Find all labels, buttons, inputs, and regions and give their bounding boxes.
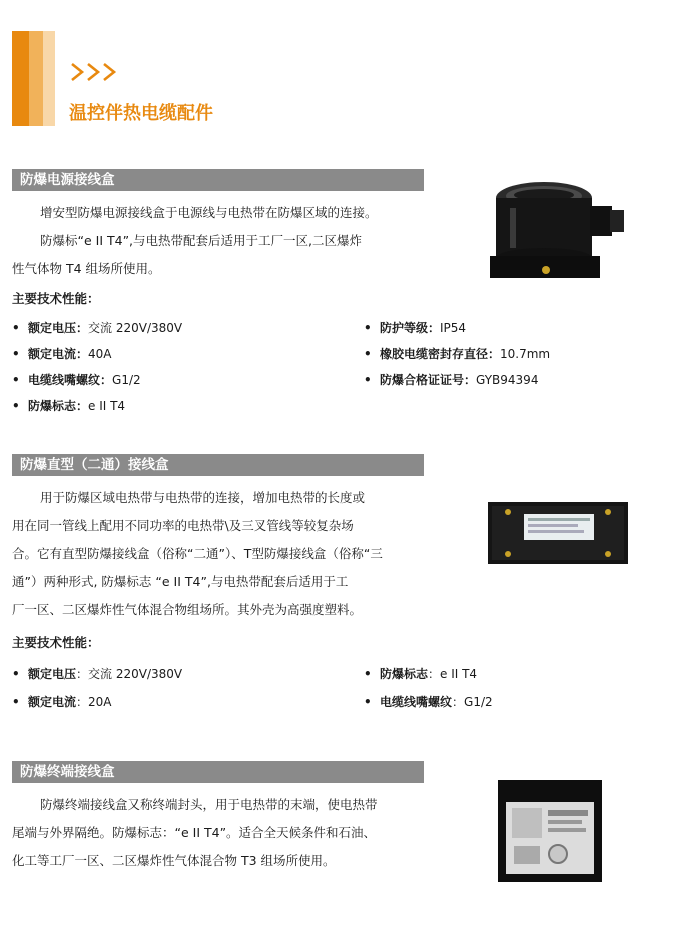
header-bar-light: [43, 31, 55, 126]
spec-item: • 防爆合格证证号：GYB94394: [364, 373, 539, 387]
straight-junction-box-image: [488, 498, 628, 568]
spec-item: • 防护等级：IP54: [364, 321, 467, 335]
section-heading-power-box: 防爆电源接线盒: [12, 169, 424, 191]
section-heading-straight-box: 防爆直型（二通）接线盒: [12, 454, 424, 476]
specs-title: 主要技术性能：: [12, 291, 100, 306]
spec-item: • 额定电流：20A: [12, 695, 112, 709]
section-heading-terminal-box: 防爆终端接线盒: [12, 761, 424, 783]
spec-item: • 防爆标志：e II T4: [12, 399, 126, 413]
spec-item: • 额定电压：交流 220V/380V: [12, 667, 183, 681]
specs-title: 主要技术性能：: [12, 635, 100, 650]
spec-item: • 橡胶电缆密封存直径：10.7mm: [364, 347, 551, 361]
section-paragraph-straight-box: 用于防爆区域电热带与电热带的连接，增加电热带的长度或 用在同一管线上配用不同功率的电热带\及三叉管线等较复杂场 合。它有直型防爆接线盒（俗称“二通”）、T型防爆接线盒（俗称“三 通”）两种形式, 防爆标志 “e II T4”,与电热带配套后适用于工 厂一区、二区爆炸性气体混合物组场所。其外壳为高强度塑料。: [12, 490, 383, 617]
power-junction-box-image: [486, 176, 634, 288]
spec-item: • 电缆线嘴螺纹：G1/2: [12, 373, 141, 387]
section-paragraph-terminal-box: 防爆终端接线盒又称终端封头，用于电热带的末端，使电热带 尾端与外界隔绝。防爆标志：“e II T4”。适合全天候条件和石油、 化工等工厂一区、二区爆炸性气体混合物 T3 组场所使用。: [12, 797, 378, 868]
section-paragraph-power-box: 增安型防爆电源接线盒于电源线与电热带在防爆区域的连接。 防爆标“e II T4”,与电热带配套后适用于工厂一区,二区爆炸 性气体物 T4 组场所使用。: [12, 205, 378, 276]
chevrons-icon: [70, 62, 122, 82]
terminal-junction-box-image: [498, 780, 602, 882]
header-bar-mid: [29, 31, 43, 126]
header-bar-dark: [12, 31, 29, 126]
spec-item: • 额定电压：交流 220V/380V: [12, 321, 183, 335]
spec-item: • 额定电流：40A: [12, 347, 112, 361]
page-title: 温控伴热电缆配件: [69, 103, 213, 124]
spec-item: • 防爆标志：e II T4: [364, 667, 478, 681]
spec-item: • 电缆线嘴螺纹：G1/2: [364, 695, 493, 709]
